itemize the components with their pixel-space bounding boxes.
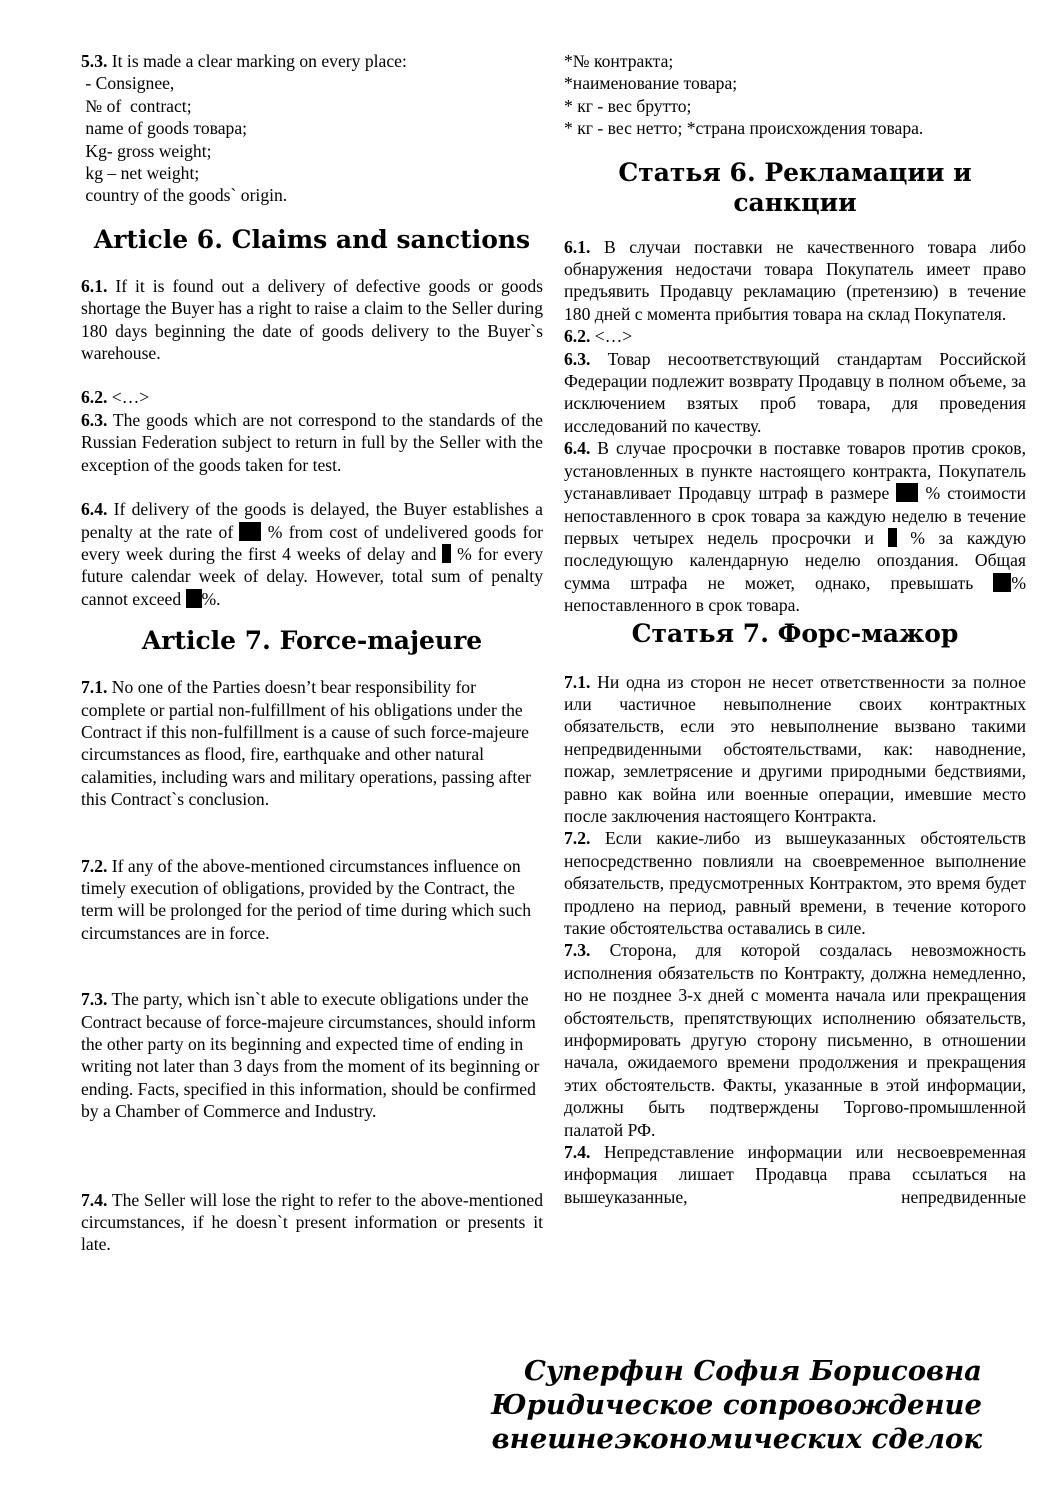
- author-service-line: внешнеэкономических сделок: [491, 1423, 982, 1455]
- marking-item: - Consignee,: [81, 73, 175, 94]
- marking-item-ru: *наименование товара;: [564, 73, 738, 94]
- article-7-heading: Article 7. Force-majeure: [141, 626, 483, 656]
- article-6-heading-ru: Статья 6. Рекламации и санкции: [618, 157, 972, 217]
- article-6-heading: Article 6. Claims and sanctions: [93, 224, 531, 254]
- clause-7-1: 7.1. No one of the Parties doesn’t bear responsibility for complete or partial non-fulfillment of his obligations under the Contract if this non-fulfillment is a cause of such force-majeure circumstances as flood, fire, earthquake and other natural calamities, including wars and military operations, passing after this Contract`s conclusion.: [81, 677, 531, 810]
- author-signature-block: [422, 1354, 982, 1456]
- clause-7-3: 7.3. The party, which isn`t able to execute obligations under the Contract because of force-majeure circumstances, should inform the other party on its beginning and expected time of ending in writing not later than 3 days from the moment of its beginning or ending. Facts, specified in this information, should be confirmed by a Chamber of Commerce and Industry.: [81, 989, 540, 1122]
- clause-7-2-ru: 7.2. Если какие-либо из вышеуказанных обстоятельств непосредственно повлияли на своевременное выполнение обязательств, предусмотренных Контрактом, это время будет продлено на период, равный времени, в течение которого такие обстоятельства оставались в силе.: [564, 828, 1026, 938]
- redacted-block: [993, 573, 1011, 592]
- section-5-3: 5.3. It is made a clear marking on every place:: [81, 51, 407, 71]
- clause-7-4: 7.4. The Seller will lose the right to refer to the above-mentioned circumstances, if he doesn`t present information or presents it late.: [81, 1189, 543, 1255]
- author-service-line: Юридическое сопровождение: [491, 1389, 982, 1421]
- marking-item-ru: * кг - вес брутто;: [564, 95, 692, 116]
- redacted-block: [442, 544, 451, 563]
- marking-item: Kg- gross weight;: [81, 140, 212, 161]
- marking-item-ru: * кг - вес нетто; *страна происхождения товара.: [564, 118, 924, 139]
- clause-6-3: 6.3. The goods which are not correspond to the standards of the Russian Federation subject to return in full by the Seller with the exception of the goods taken for test.: [81, 409, 543, 475]
- english-column: [81, 50, 543, 1256]
- author-name: Суперфин София Борисовна: [523, 1355, 982, 1387]
- russian-column: [564, 50, 1026, 1208]
- marking-item: country of the goods` origin.: [81, 185, 288, 206]
- clause-6-3-ru: 6.3. Товар несоответствующий стандартам Российской Федерации подлежит возврату Продавцу в полном объеме, за исключением взятых проб товара, для проведения исследований по качеству.: [564, 348, 1026, 436]
- clause-6-4-ru: 6.4. В случае просрочки в поставке товаров против сроков, установленных в пункте настоящего контракта, Покупатель устанавливает Продавцу штраф в размере % стоимости непоставленного в срок товара за каждую неделю в течение первых четырех недель просрочки и % за каждую последующую календарную неделю опоздания. Общая сумма штрафа не может, однако, превышать % непоставленного в срок товара.: [564, 438, 1026, 616]
- marking-item: kg – net weight;: [81, 163, 200, 184]
- clause-6-1: 6.1. If it is found out a delivery of defective goods or goods shortage the Buyer has a right to raise a claim to the Seller during 180 days beginning the date of goods delivery to the Buyer`s warehouse.: [81, 275, 543, 364]
- clause-7-1-ru: 7.1. Ни одна из сторон не несет ответственности за полное или частичное невыполнение своих контрактных обязательств, если это невыполнение вызвано такими непредвиденными обстоятельствами, как: наводнение, пожар, землетрясение и другими природными бедствиями, равно как война или военные операции, имевшие место после заключения настоящего Контракта.: [564, 671, 1026, 826]
- redacted-block: [896, 483, 918, 502]
- clause-6-2-ru: 6.2. <…>: [564, 326, 633, 347]
- clause-7-4-ru: 7.4. Непредставление информации или несвоевременная информация лишает Продавца права ссылаться на вышеуказанные, непредвиденные: [564, 1142, 1026, 1207]
- marking-item: name of goods товара;: [81, 118, 248, 139]
- redacted-block: [186, 589, 202, 608]
- marking-item: № of contract;: [81, 95, 192, 116]
- clause-6-1-ru: 6.1. В случаи поставки не качественного товара либо обнаружения недостачи товара Покупатель имеет право предъявить Продавцу рекламацию (претензию) в течение 180 дней с момента прибытия товара на склад Покупателя.: [564, 236, 1026, 324]
- clause-6-4: 6.4. If delivery of the goods is delayed, the Buyer establishes a penalty at the rate of % from cost of undelivered goods for every week during the first 4 weeks of delay and % for every future calendar week of delay. However, total sum of penalty cannot exceed %.: [81, 499, 543, 609]
- redacted-block: [239, 522, 261, 541]
- clause-6-2: 6.2. <…>: [81, 387, 150, 408]
- marking-item-ru: *№ контракта;: [564, 51, 674, 71]
- clause-7-3-ru: 7.3. Сторона, для которой создалась невозможность исполнения обязательств по Контракту, должна немедленно, но не позднее 3-х дней с момента начала или прекращения обстоятельств, препятствующих исполнению обязательств, информировать другую сторону письменно, в отношении начала, ожидаемого времени продолжения и прекращения этих обстоятельств. Факты, указанные в этой информации, должны быть подтверждены Торгово-промышленной палатой РФ.: [564, 940, 1026, 1140]
- clause-7-2: 7.2. If any of the above-mentioned circumstances influence on timely execution of obligations, provided by the Contract, the term will be prolonged for the period of time during which such circumstances are in force.: [81, 855, 531, 943]
- redacted-block: [888, 528, 897, 547]
- article-7-heading-ru: Статья 7. Форс-мажор: [631, 618, 959, 648]
